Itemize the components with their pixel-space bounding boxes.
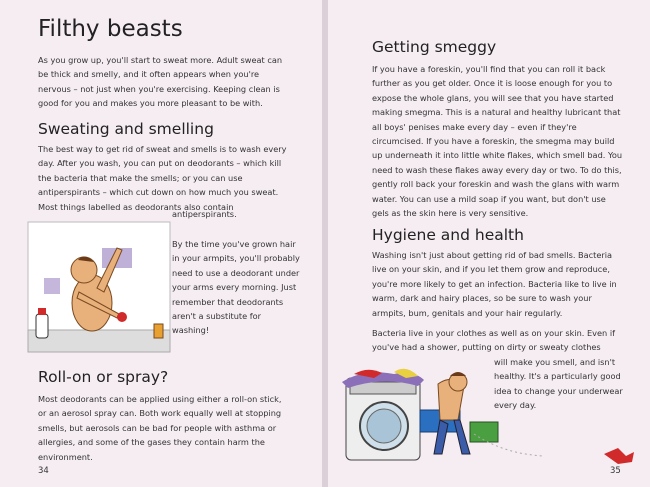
washing-machine-illustration xyxy=(334,364,644,476)
roll-on-text: Most deodorants can be applied using either a roll-on stick, or an aerosol spray can. Both work equally well at stopping smells, but aerosols can be bad for people with asthma or allergies, and some of the gases they contain harm the environment. xyxy=(38,394,282,462)
left-page xyxy=(0,0,322,487)
hygiene-text-2a: Bacteria live in your clothes as well as on your skin. Even if you've had a shower, putting on dirty or sweaty clothes xyxy=(372,328,615,353)
page-number-left: 34 xyxy=(38,466,49,476)
page-title: Filthy beasts xyxy=(38,16,183,42)
page-number-right: 35 xyxy=(610,466,621,476)
roll-on-heading: Roll-on or spray? xyxy=(38,368,169,386)
shower-illustration xyxy=(22,218,172,358)
sweating-heading: Sweating and smelling xyxy=(38,120,214,138)
smeggy-text: If you have a foreskin, you'll find that you can roll it back further as you get older. Once it is loose enough for you to expose the whole glans, you will see that you have started making smegma. This is a natural and healthy lubricant that all boys' penises make every day – even if they're circumcised. If you have a foreskin, the smegma may build up underneath it into little white flakes, which smell bad. You need to wash these flakes away every day or two. To do this, gently roll back your foreskin and wash the glans with warm water. You can use a mild soap if you want, but don't use gels as the skin here is very sensitive. xyxy=(372,64,623,219)
sweating-text-cont: antiperspirants. xyxy=(172,209,237,219)
smeggy-heading: Getting smeggy xyxy=(372,38,497,56)
intro-text: As you grow up, you'll start to sweat more. Adult sweat can be thick and smelly, and it often appears when you're nervous – not just when you're exercising. Keeping clean is good for you and makes you more pleasant to be with. xyxy=(38,55,283,109)
deodorant-side-text: By the time you've grown hair in your armpits, you'll probably need to use a deodorant under your arms every morning. Just remember that deodorants aren't a substitute for washing! xyxy=(172,239,300,336)
hygiene-text: Washing isn't just about getting rid of bad smells. Bacteria live on your skin, and if you let them grow and reproduce, you're more likely to get an infection. Bacteria like to live in warm, dark and hairy places, so be sure to wash your armpits, bum, genitals and your hair regularly. xyxy=(372,250,617,318)
hygiene-text-2b: will make you smell, and isn't healthy. It's a particularly good idea to change your underwear every day. xyxy=(494,357,623,411)
sweating-text: The best way to get rid of sweat and smells is to wash every day. After you wash, you can put on deodorants – which kill the bacteria that make the smells; or you can use antiperspirants – which cut down on how much you sweat. Most things labelled as deodorants also contain xyxy=(38,144,287,212)
right-page xyxy=(328,0,650,487)
hygiene-heading: Hygiene and health xyxy=(372,226,524,244)
